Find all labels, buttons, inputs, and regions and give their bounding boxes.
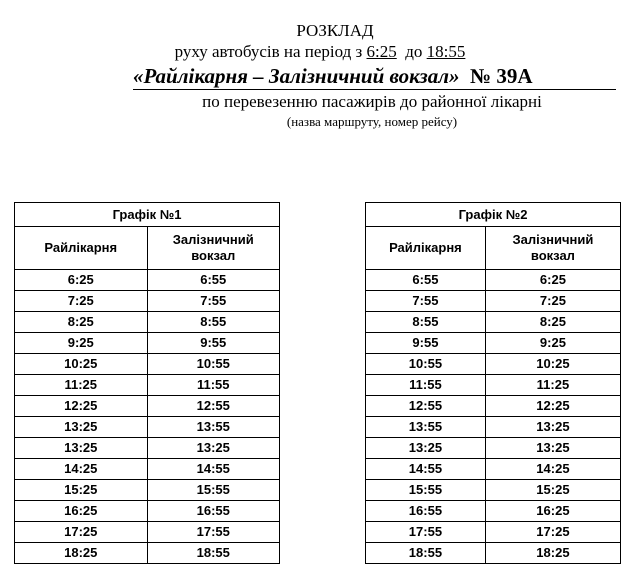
column-header-line: Залізничний	[512, 232, 594, 247]
table-row	[366, 438, 621, 459]
time-vokzal: 15:55	[147, 480, 280, 501]
time-vokzal: 14:55	[147, 459, 280, 480]
time-railikarnia: 11:25	[15, 375, 148, 396]
table-row	[15, 312, 280, 333]
time-vokzal: 18:25	[485, 543, 620, 564]
time-vokzal: 11:25	[485, 375, 620, 396]
schedule-table-1	[14, 202, 280, 564]
time-railikarnia: 13:25	[15, 438, 148, 459]
table-row	[366, 270, 621, 291]
time-vokzal: 7:25	[485, 291, 620, 312]
time-vokzal: 12:25	[485, 396, 620, 417]
time-vokzal: 13:25	[485, 438, 620, 459]
time-vokzal: 9:25	[485, 333, 620, 354]
time-railikarnia: 9:55	[366, 333, 486, 354]
time-railikarnia: 7:25	[15, 291, 148, 312]
time-vokzal: 13:55	[147, 417, 280, 438]
document-title: РОЗКЛАД	[296, 21, 374, 40]
time-railikarnia: 14:55	[366, 459, 486, 480]
period-mid: до	[405, 42, 423, 61]
time-railikarnia: 18:25	[15, 543, 148, 564]
table-row	[366, 480, 621, 501]
table-row	[15, 375, 280, 396]
route-line	[133, 64, 616, 90]
table-row	[15, 480, 280, 501]
time-railikarnia: 12:25	[15, 396, 148, 417]
time-railikarnia: 16:55	[366, 501, 486, 522]
time-railikarnia: 13:25	[15, 417, 148, 438]
schedule-caption: Графік №1	[15, 203, 280, 227]
table-row	[15, 270, 280, 291]
table-row	[366, 417, 621, 438]
column-header-line: Залізничний	[172, 232, 254, 247]
period-line	[0, 42, 640, 62]
route-note: (назва маршруту, номер рейсу)	[286, 114, 458, 129]
schedule-table-2	[365, 202, 621, 564]
table-row	[366, 291, 621, 312]
table-row	[366, 501, 621, 522]
table-row	[15, 417, 280, 438]
time-railikarnia: 6:25	[15, 270, 148, 291]
table-row	[366, 459, 621, 480]
table-row	[366, 396, 621, 417]
time-railikarnia: 13:55	[366, 417, 486, 438]
time-vokzal: 16:25	[485, 501, 620, 522]
time-railikarnia: 8:25	[15, 312, 148, 333]
time-vokzal: 6:55	[147, 270, 280, 291]
table-row	[15, 543, 280, 564]
table-row	[15, 333, 280, 354]
time-vokzal: 6:25	[485, 270, 620, 291]
table-row	[366, 333, 621, 354]
time-railikarnia: 18:55	[366, 543, 486, 564]
time-railikarnia: 7:55	[366, 291, 486, 312]
time-vokzal: 8:55	[147, 312, 280, 333]
time-railikarnia: 8:55	[366, 312, 486, 333]
time-railikarnia: 14:25	[15, 459, 148, 480]
table-row	[15, 438, 280, 459]
time-railikarnia: 9:25	[15, 333, 148, 354]
time-railikarnia: 12:55	[366, 396, 486, 417]
table-row	[366, 543, 621, 564]
time-vokzal: 9:55	[147, 333, 280, 354]
time-railikarnia: 10:25	[15, 354, 148, 375]
table-row	[15, 291, 280, 312]
table-row	[366, 354, 621, 375]
time-vokzal: 13:25	[485, 417, 620, 438]
table-row	[366, 522, 621, 543]
table-row	[15, 501, 280, 522]
time-vokzal: 7:55	[147, 291, 280, 312]
route-number: № 39А	[469, 64, 533, 88]
time-vokzal: 16:55	[147, 501, 280, 522]
column-header-vokzal	[147, 227, 280, 270]
table-row	[15, 459, 280, 480]
time-railikarnia: 17:25	[15, 522, 148, 543]
time-vokzal: 8:25	[485, 312, 620, 333]
time-vokzal: 11:55	[147, 375, 280, 396]
table-row	[15, 396, 280, 417]
table-row	[366, 312, 621, 333]
time-vokzal: 10:25	[485, 354, 620, 375]
column-header-vokzal	[485, 227, 620, 270]
table-row	[15, 354, 280, 375]
time-vokzal: 10:55	[147, 354, 280, 375]
period-to: 18:55	[426, 42, 466, 61]
route-name: «Райлікарня – Залізничний вокзал»	[133, 64, 460, 88]
time-vokzal: 14:25	[485, 459, 620, 480]
column-header-railikarnia: Райлікарня	[15, 227, 148, 270]
time-railikarnia: 13:25	[366, 438, 486, 459]
time-railikarnia: 11:55	[366, 375, 486, 396]
time-vokzal: 15:25	[485, 480, 620, 501]
time-railikarnia: 15:25	[15, 480, 148, 501]
time-railikarnia: 16:25	[15, 501, 148, 522]
time-vokzal: 17:55	[147, 522, 280, 543]
time-vokzal: 17:25	[485, 522, 620, 543]
time-vokzal: 13:25	[147, 438, 280, 459]
time-railikarnia: 15:55	[366, 480, 486, 501]
period-from: 6:25	[366, 42, 397, 61]
time-railikarnia: 6:55	[366, 270, 486, 291]
column-header-line: вокзал	[191, 248, 236, 263]
time-vokzal: 18:55	[147, 543, 280, 564]
column-header-railikarnia: Райлікарня	[366, 227, 486, 270]
time-railikarnia: 17:55	[366, 522, 486, 543]
column-header-line: вокзал	[530, 248, 575, 263]
schedule-caption: Графік №2	[366, 203, 621, 227]
table-row	[15, 522, 280, 543]
time-vokzal: 12:55	[147, 396, 280, 417]
time-railikarnia: 10:55	[366, 354, 486, 375]
period-prefix: руху автобусів на період з	[174, 42, 363, 61]
table-row	[366, 375, 621, 396]
route-description: по перевезенню пасажирів до районної лікарні	[202, 92, 542, 111]
